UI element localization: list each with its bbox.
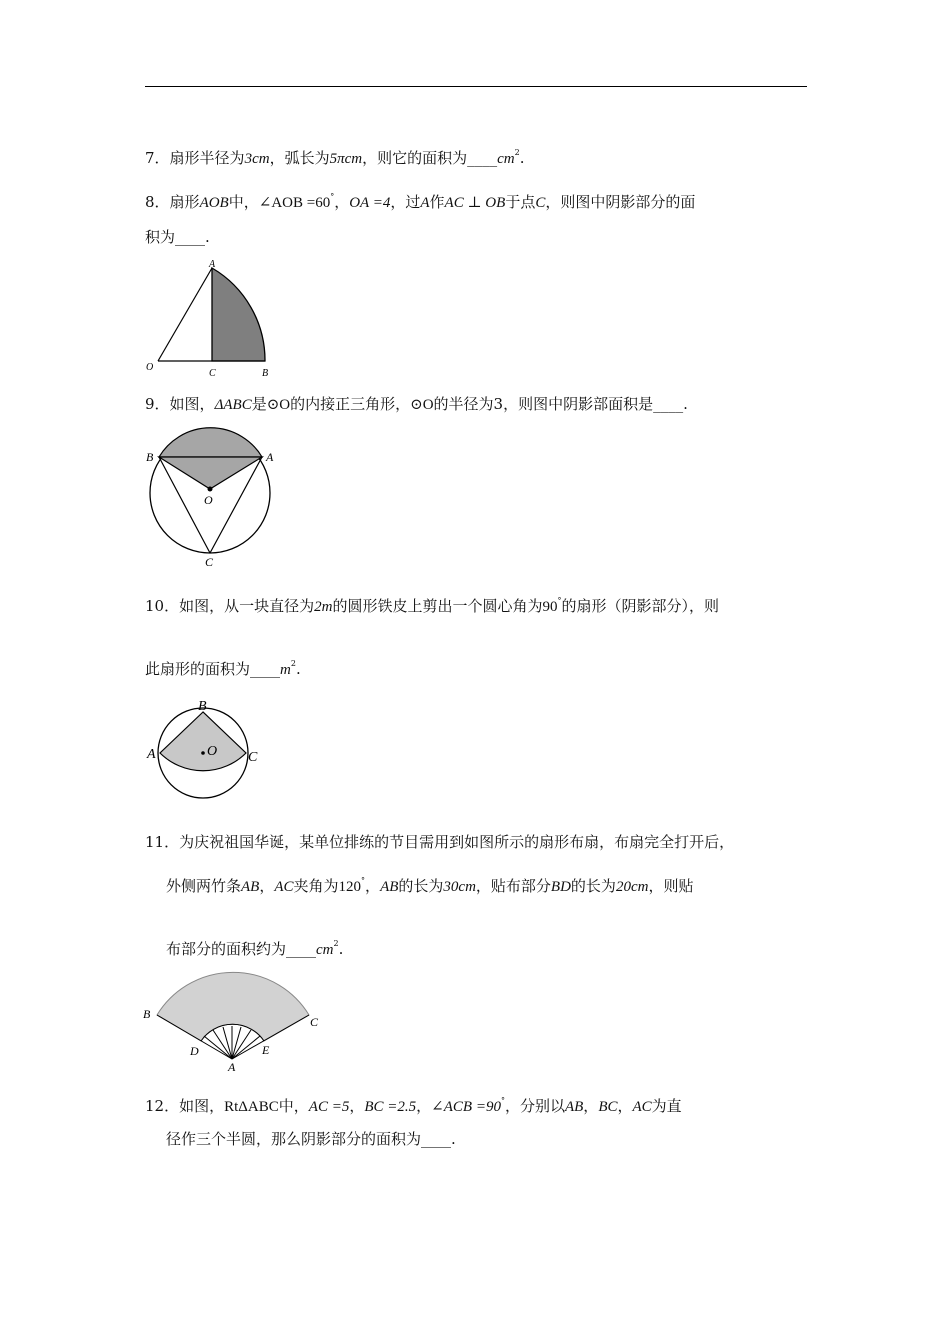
- answer-blank: ____: [250, 660, 281, 678]
- label-d: D: [190, 1044, 199, 1058]
- question-11-line3: 布部分的面积约为$\_\_\_\_cm^2$.: [166, 939, 344, 958]
- label-c: C: [205, 555, 214, 569]
- question-12-line2: 径作三个半圆，那么阴影部分的面积为____.: [166, 1130, 456, 1148]
- q11-number: 11．: [145, 833, 180, 851]
- question-10: 10．如图，从一块直径为2m的圆形铁皮上剪出一个圆心角为90°的扇形（阴影部分），则: [145, 596, 719, 615]
- label-a: A: [266, 450, 274, 464]
- label-b: B: [262, 368, 269, 379]
- q10-sector-figure: [142, 695, 272, 805]
- q9-circle-figure: [140, 425, 290, 570]
- label-b: B: [198, 699, 207, 714]
- label-a: A: [228, 1060, 236, 1074]
- shaded-fan-cloth: [157, 972, 309, 1041]
- label-b: B: [146, 450, 154, 464]
- q12-number: 12．: [145, 1097, 180, 1115]
- question-7: 7．扇形半径为3cm，弧长为5πcm，则它的面积为$\_\_\_\_cm^2$.: [145, 148, 525, 167]
- label-o: O: [146, 362, 154, 373]
- shaded-region: [212, 268, 265, 361]
- question-8-line2: 积为____.: [145, 228, 210, 246]
- label-c: C: [209, 368, 216, 379]
- answer-blank: ____: [175, 228, 206, 246]
- label-o: O: [207, 744, 218, 759]
- header-rule: [145, 86, 807, 87]
- answer-blank: ____: [653, 395, 684, 413]
- label-a: A: [209, 259, 216, 270]
- answer-blank: ____: [467, 149, 498, 167]
- question-9: 9．如图，ΔABC是⊙O的内接正三角形，⊙O的半径为3，则图中阴影部面积是____.: [145, 395, 688, 413]
- q11-fan-figure: [140, 972, 330, 1077]
- label-b: B: [143, 1007, 151, 1021]
- q10-number: 10．: [145, 597, 180, 615]
- shaded-segment: [159, 428, 262, 457]
- question-8: 8．扇形AOB中，∠AOB =60°，OA =4，过A作AC ⊥ OB于点C，则图中阴影部分的面: [145, 192, 696, 211]
- label-c: C: [248, 750, 258, 765]
- answer-blank: ____: [286, 940, 317, 958]
- question-11: 11．为庆祝祖国华诞，某单位排练的节目需用到如图所示的扇形布扇，布扇完全打开后，: [145, 833, 735, 851]
- question-10-line2: 此扇形的面积为$\_\_\_\_m^2$.: [145, 659, 301, 678]
- label-o: O: [204, 493, 213, 507]
- label-c: C: [310, 1015, 319, 1029]
- answer-blank: ____: [421, 1130, 452, 1148]
- q8-number: 8．: [145, 193, 170, 211]
- question-12: 12．如图，RtΔABC中，AC =5，BC =2.5，∠ACB =90°，分别以AB，BC，AC为直: [145, 1096, 682, 1115]
- label-e: E: [262, 1043, 270, 1057]
- q9-number: 9．: [145, 395, 170, 413]
- label-a: A: [147, 747, 156, 762]
- q7-number: 7．: [145, 149, 170, 167]
- q8-sector-figure: [140, 258, 280, 380]
- question-11-line2: 外侧两竹条AB，AC夹角为120°，AB的长为30cm，贴布部分BD的长为20cm，则贴: [166, 876, 694, 895]
